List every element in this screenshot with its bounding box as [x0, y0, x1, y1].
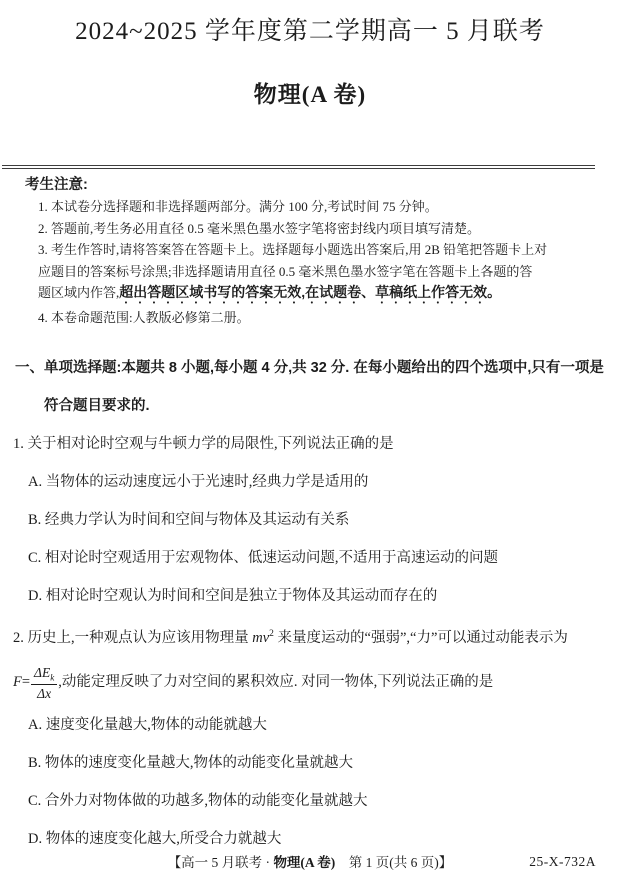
notice-item-3-line3-text: 题区域内作答,: [38, 285, 120, 300]
notice-item-3-emphasis: 超出答题区域书写的答案无效,在试题卷、草稿纸上作答无效。: [119, 284, 502, 300]
notice-item-3-line2: 应题目的答案标号涂黑;非选择题请用直径 0.5 毫米黑色墨水签字笔在答题卡上各题的答: [38, 263, 533, 279]
formula-numerator-main: ΔE: [34, 664, 51, 680]
section-heading-line1: 一、单项选择题:本题共 8 小题,每小题 4 分,共 32 分. 在每小题给出的四个选项中,只有一项是: [15, 359, 604, 376]
question-2-stem-cont: ,动能定理反映了力对空间的累积效应. 对同一物体,下列说法正确的是: [58, 674, 494, 691]
formula-numerator: [31, 665, 57, 685]
formula-numerator-sub: k: [50, 672, 55, 683]
formula-denominator: Δx: [37, 685, 52, 701]
footer-subject-bold: 物理(A 卷): [273, 855, 336, 870]
page-title: 2024~2025 学年度第二学期高一 5 月联考: [75, 18, 545, 45]
exam-subtitle: 物理(A 卷): [253, 82, 367, 107]
notice-section: [25, 175, 600, 329]
footer-page-info: 第 1 页(共 6 页)】: [335, 855, 453, 870]
double-rule-divider: [2, 165, 595, 169]
question-2-option-d: D. 物体的速度变化越大,所受合力就越大: [28, 831, 282, 848]
page-footer: [0, 851, 620, 871]
question-2-option-c: C. 合外力对物体做的功越多,物体的动能变化量就越大: [28, 793, 368, 810]
notice-heading: 考生注意:: [25, 177, 88, 193]
question-1-stem: 1. 关于相对论时空观与牛顿力学的局限性,下列说法正确的是: [13, 435, 394, 452]
formula-fraction: [31, 665, 57, 702]
formula-F-symbol: F: [13, 674, 22, 691]
notice-item-4: 4. 本卷命题范围:人教版必修第二册。: [38, 310, 250, 325]
paper-code: 25-X-732A: [529, 854, 596, 869]
question-2-option-b: B. 物体的速度变化量越大,物体的动能变化量就越大: [28, 755, 354, 772]
footer-exam-info: [0, 851, 620, 871]
notice-items: [38, 196, 600, 329]
question-1-option-a: A. 当物体的运动速度远小于光速时,经典力学是适用的: [28, 473, 369, 490]
notice-item-1: 1. 本试卷分选择题和非选择题两部分。满分 100 分,考试时间 75 分钟。: [38, 199, 438, 214]
question-1-option-b: B. 经典力学认为时间和空间与物体及其运动有关系: [28, 511, 350, 528]
question-2-stem-pre: 2. 历史上,一种观点认为应该用物理量: [13, 629, 253, 646]
question-2-stem-post: 来量度运动的“强弱”,“力”可以通过动能表示为: [273, 629, 568, 646]
footer-pre: 【高一 5 月联考 ·: [167, 855, 274, 870]
notice-item-3-line3: [38, 282, 600, 307]
section-heading: [15, 349, 606, 425]
question-2: [13, 615, 610, 859]
question-1-option-d: D. 相对论时空观认为时间和空间是独立于物体及其运动而存在的: [28, 587, 438, 604]
question-1: [13, 425, 610, 615]
notice-item-2: 2. 答题前,考生务必用直径 0.5 毫米黑色墨水签字笔将密封线内项目填写清楚。: [38, 220, 481, 236]
formula-equals-sign: =: [21, 674, 31, 691]
question-1-option-c: C. 相对论时空观适用于宏观物体、低速运动问题,不适用于高速运动的问题: [28, 549, 499, 566]
notice-item-3-line1: 3. 考生作答时,请将答案答在答题卡上。选择题每小题选出答案后,用 2B 铅笔把答题卡上对: [38, 242, 548, 257]
question-2-formula-line: [13, 662, 610, 702]
question-2-stem: [13, 615, 610, 657]
momentum-quantity-exponent: 2: [269, 628, 274, 639]
question-2-option-a: A. 速度变化量越大,物体的动能就越大: [28, 717, 267, 734]
momentum-quantity-symbol: mv: [252, 629, 270, 646]
section-heading-line2: 符合题目要求的.: [44, 397, 150, 414]
